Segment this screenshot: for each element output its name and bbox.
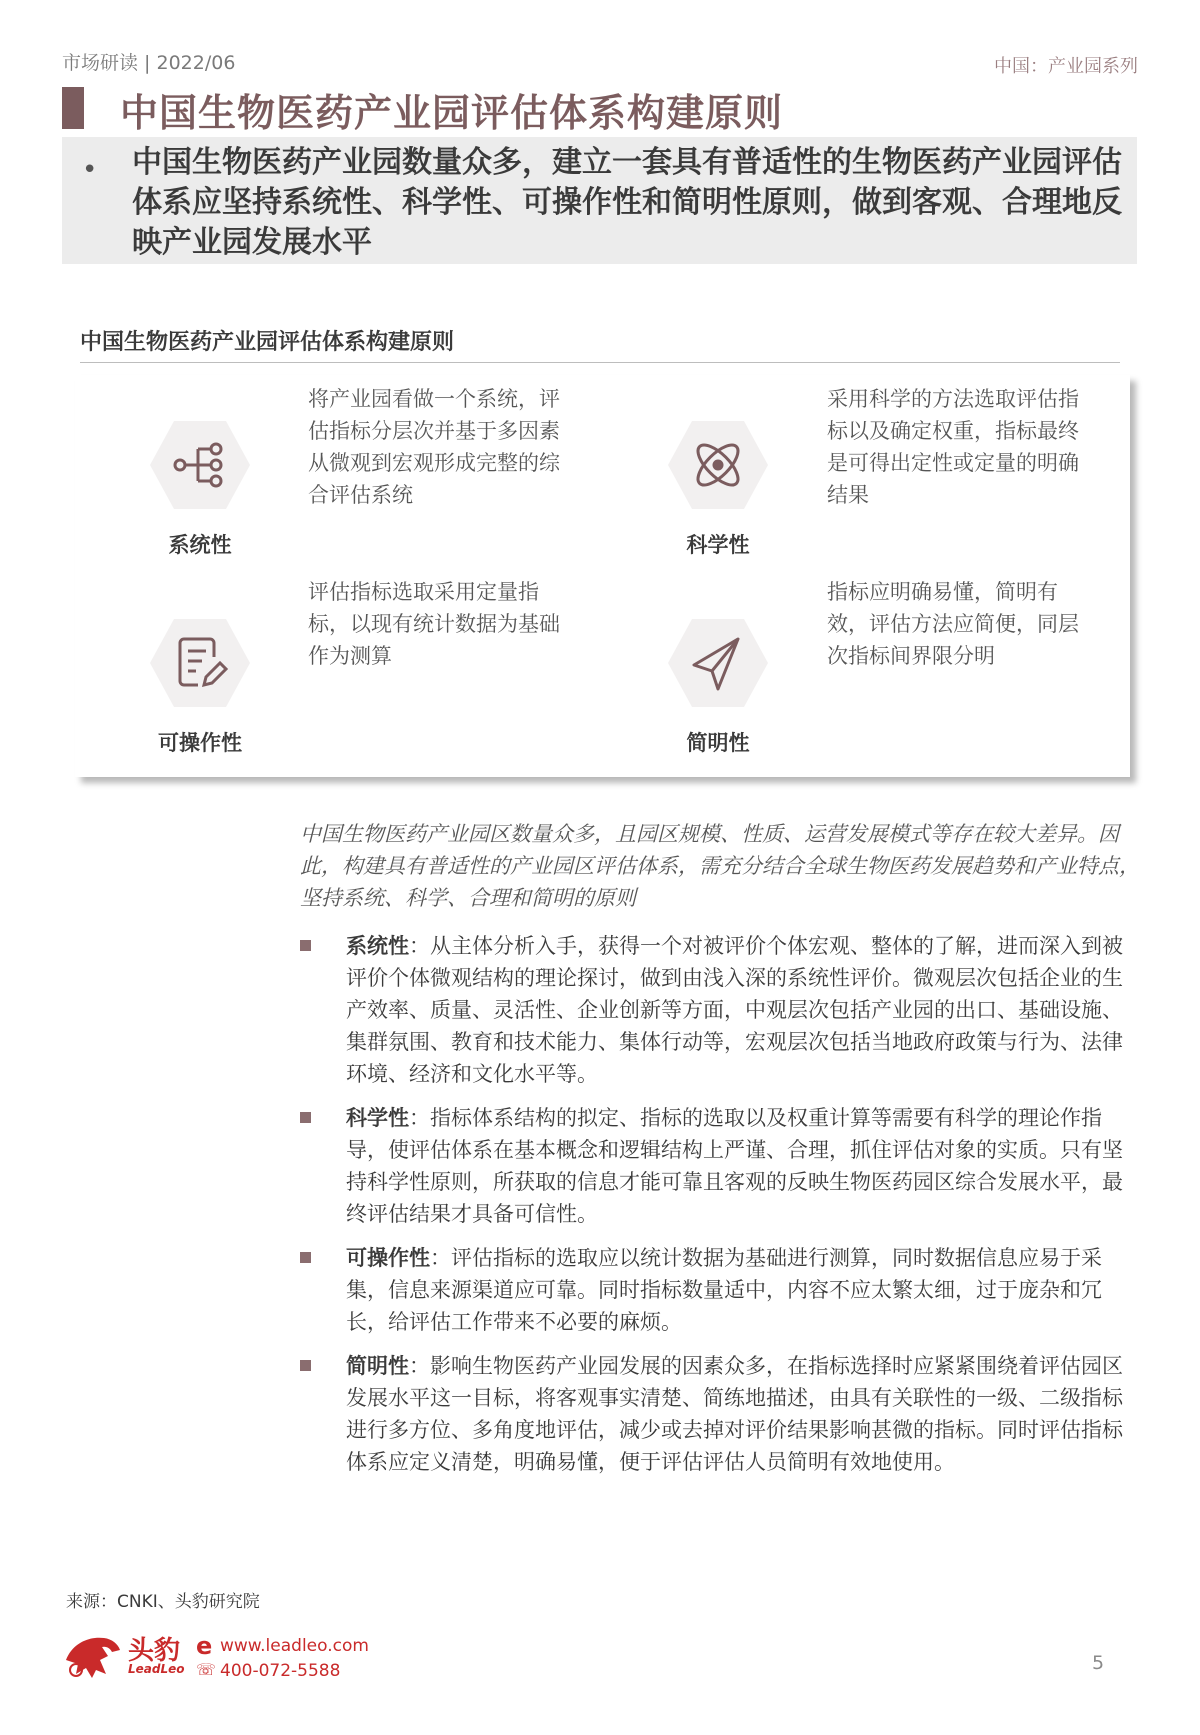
leopard-logo-icon bbox=[62, 1630, 122, 1682]
bullet-term: 可操作性 bbox=[346, 1246, 430, 1270]
bullet-text: ：评估指标的选取应以统计数据为基础进行测算，同时数据信息应易于采集，信息来源渠道应可靠。同时指标数量适中，内容不应太繁太细，过于庞杂和冗长，给评估工作带来不必要的麻烦。 bbox=[346, 1246, 1102, 1334]
principle-label-conciseness: 简明性 bbox=[686, 731, 750, 755]
summary-box bbox=[62, 137, 1137, 264]
bullet-term: 简明性 bbox=[346, 1354, 409, 1378]
bullet-term: 系统性 bbox=[346, 934, 409, 958]
square-bullet-icon bbox=[300, 1360, 311, 1371]
section-title: 中国生物医药产业园评估体系构建原则 bbox=[80, 330, 455, 355]
web-e-icon: e bbox=[196, 1632, 213, 1660]
bullet-text: ：从主体分析入手，获得一个对被评价个体宏观、整体的了解，进而深入到被评价个体微观结构的理论探讨，做到由浅入深的系统性评价。微观层次包括企业的生产效率、质量、灵活性、企业创新等方面，中观层次包括产业园的出口、基础设施、集群氛围、教育和技术能力、集体行动等，宏观层次包括当地政府政策与行为、法律环境、经济和文化水平等。 bbox=[346, 934, 1123, 1086]
phone-number: 400-072-5588 bbox=[220, 1661, 341, 1681]
page-number: 5 bbox=[1092, 1652, 1105, 1674]
principle-label-operability: 可操作性 bbox=[158, 731, 242, 755]
source-note: 来源：CNKI、头豹研究院 bbox=[66, 1592, 260, 1612]
website-link[interactable]: www.leadleo.com bbox=[220, 1636, 369, 1656]
brand-name: 头豹 bbox=[128, 1636, 181, 1666]
summary-text: 中国生物医药产业园数量众多，建立一套具有普适性的生物医药产业园评估体系应坚持系统性、科学性、可操作性和简明性原则，做到客观、合理地反映产业园发展水平 bbox=[132, 145, 1122, 260]
paper-plane-icon bbox=[666, 617, 770, 709]
principle-desc-operability: 评估指标选取采用定量指标，以现有统计数据为基础作为测算 bbox=[308, 580, 560, 668]
square-bullet-icon bbox=[300, 1112, 311, 1123]
intro-paragraph: 中国生物医药产业园区数量众多，且园区规模、性质、运营发展模式等存在较大差异。因此，构建具有普适性的产业园区评估体系，需充分结合全球生物医药发展趋势和产业特点，坚持系统、科学、合理和简明的原则 bbox=[300, 822, 1140, 910]
phone-icon: ☏ bbox=[196, 1660, 217, 1679]
series-header: 中国：产业园系列 bbox=[994, 56, 1138, 77]
principles-panel bbox=[75, 375, 1130, 777]
section-divider bbox=[80, 362, 1120, 363]
principle-desc-systematic: 将产业园看做一个系统，评估指标分层次并基于多因素从微观到宏观形成完整的综合评估系统 bbox=[308, 387, 560, 507]
bullet-text: ：影响生物医药产业园发展的因素众多，在指标选择时应紧紧围绕着评估园区发展水平这一目标，将客观事实清楚、简练地描述，由具有关联性的一级、二级指标进行多方位、多角度地评估，减少或去掉对评价结果影响甚微的指标。同时评估指标体系应定义清楚，明确易懂，便于评估评估人员简明有效地使用。 bbox=[346, 1354, 1123, 1474]
principle-label-systematic: 系统性 bbox=[168, 533, 232, 557]
report-date-header: 市场研读 | 2022/06 bbox=[62, 52, 236, 74]
title-accent-bar bbox=[62, 87, 84, 129]
bullet-dot-icon: • bbox=[82, 155, 98, 185]
principle-desc-conciseness: 指标应明确易懂，简明有效，评估方法应简便，同层次指标间界限分明 bbox=[827, 580, 1079, 668]
edit-document-icon bbox=[148, 617, 252, 709]
brand-name-en: LeadLeo bbox=[128, 1662, 185, 1676]
square-bullet-icon bbox=[300, 1252, 311, 1263]
bullet-term: 科学性 bbox=[346, 1106, 409, 1130]
page-title: 中国生物医药产业园评估体系构建原则 bbox=[120, 91, 784, 135]
atom-icon bbox=[666, 419, 770, 511]
bullet-text: ：指标体系结构的拟定、指标的选取以及权重计算等需要有科学的理论作指导，使评估体系在基本概念和逻辑结构上严谨、合理，抓住评估对象的实质。只有坚持科学性原则，所获取的信息才能可靠且客观的反映生物医药园区综合发展水平，最终评估结果才具备可信性。 bbox=[346, 1106, 1123, 1226]
principle-label-scientific: 科学性 bbox=[686, 533, 750, 557]
square-bullet-icon bbox=[300, 940, 311, 951]
network-icon bbox=[148, 419, 252, 511]
principle-desc-scientific: 采用科学的方法选取评估指标以及确定权重，指标最终是可得出定性或定量的明确结果 bbox=[827, 387, 1079, 507]
